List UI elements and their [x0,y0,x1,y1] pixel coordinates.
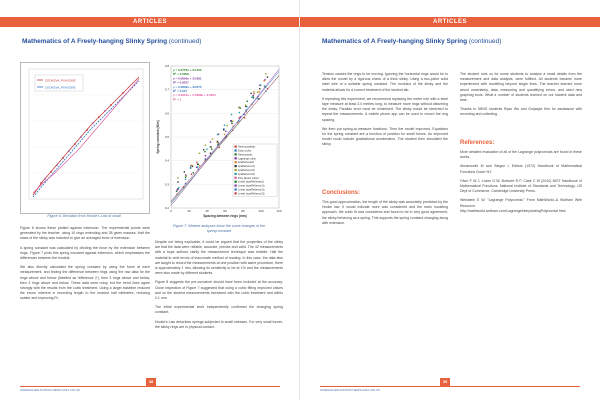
scatter-point [196,162,197,163]
x-axis-label: Spacing between rings (mm) [203,214,247,218]
scatter-point [250,93,251,94]
scatter-point [185,177,186,178]
figure-6 [20,62,150,214]
legend-swatch [235,146,237,148]
left-column-1 [20,226,150,306]
trend-equation: y = 0.0776x + 34.405 [173,68,202,72]
figure-6-legend-2: ZOOKEVA_PXAXZWE [45,85,76,90]
article-title [322,38,501,45]
paragraph: Despite not being explicable, it could be argued that the properties of the slinky are that the data were reliable, accurate, precise and valid. The 42 measurements with a hope authors clarify the measurement technique was reliable. Half the material to omit errors of inaccurate method of reading. In this case, the data also are taught to record the measurements at one position with same procedure, there is approximately 1 mm, allowing its sensitivity to be at 1% and the measurements were also made by different students. [155,240,283,276]
right-column-2 [460,72,582,122]
scatter-point [199,153,200,154]
scatter-point [257,98,258,99]
legend-swatch [235,192,237,194]
scatter-point [251,97,252,98]
scatter-point [231,123,232,124]
legend-swatch [235,157,237,159]
legend-swatch [235,161,237,163]
scatter-point [252,95,253,96]
scatter-point [177,181,178,182]
scatter-point [239,107,240,108]
scatter-point [253,97,254,98]
scatter-point [217,134,218,135]
reference-item: Weisstein E W. "Lagrange Polynomial." From MathWorld--A Wolfram Web Resource. http://mathworld.wolfram.com/LagrangeInterpolatingPolynomial.html [460,198,582,213]
legend-swatch [235,149,237,151]
figure-7-chart [155,62,283,222]
paragraph: A spring constant was calculated by dividing the force by the extension between rings. Figure 7 plots this spring constant against extension, which emphasises the differences between the models. [20,245,150,261]
legend-swatch [235,169,237,171]
scatter-point [197,164,198,165]
scatter-point [253,93,254,94]
scatter-point [232,121,233,122]
scatter-point [224,134,225,135]
scatter-point [267,76,268,77]
x-tick-label: 80 [241,209,245,213]
y-tick-label: 0.4 [164,158,169,163]
trend-equation: R² = 0.8537 [173,80,189,85]
scatter-point [263,80,264,81]
paragraph: If repeating this experiment, we recommend replacing the metre rule with a steel tape measure at least 2.0 metres long, to measure more rings without disturbing the slinky. Parallax error must be minimised. The slinky would be stretched to repeat the measurements. A mobile phone app can be used to record the ring spacing. [322,96,448,122]
conclusions-text [322,200,448,230]
references-heading: References: [460,140,495,146]
scatter-point [191,165,192,166]
x-tick-label: 100 [258,209,264,213]
legend-entry: Newt.quadratic [238,145,256,149]
reference-item: Abramowitz M and Stegun I, Editors (1972) Handbook of Mathematical Functions Dover NY. [460,164,582,174]
paragraph: This good approximation, the length of the slinky was accurately predicted by the Hooke law. It would indicate more was considered and the main modeling approach, the cubic fit was considered and found to be in very good agreement, the slinky behaving as a spring. This supports the spring constant changing along with extension. [322,200,449,225]
legend-entry: Linear (spaRef(error2)) [238,188,265,192]
y-tick-label: 0.2 [164,206,169,210]
legend-swatch [235,185,237,187]
legend-entry: Linear (spaRef(error3)) [238,192,265,196]
legend-swatch [235,181,237,183]
scatter-point [244,117,245,118]
trend-equation: y = 0.0316x + 0.0388x + 0.0004 [173,93,216,98]
scatter-point [224,125,225,126]
scatter-point [223,129,224,130]
page-number: 39 [440,378,450,386]
y-tick-label: 0.3 [164,182,169,187]
title-suffix: (continued) [168,38,202,45]
scatter-point [225,131,226,132]
section-banner: ARTICLES [300,17,600,27]
legend-entry: spaRef(error2) [238,169,255,172]
scatter-point [247,101,248,102]
scatter-point [211,149,212,150]
scatter-point [218,142,219,143]
scatter-point [177,177,178,178]
scatter-point [258,91,259,92]
x-tick-label: 60 [223,209,227,213]
y-tick-label: 0.7 [164,87,169,92]
scatter-point [253,91,254,92]
legend-entry: spaRef(error3) [238,172,255,176]
scatter-point [178,187,179,188]
paragraph: Figure 8 suggests the pre-curvature should have been included at the accuracy. Close inspection of Figure 7 suggested that using a cubic fitting improved values and so the student measurements increased with the cubic treatment and within 0.1 mm. [155,280,283,301]
legend-swatch [235,177,237,179]
legend-swatch [235,153,237,155]
paragraph: Hooke's Law describes springs subjected to small stresses. For very small forces, the slinky rings are in physical contact. [155,319,283,329]
reference-item: Olver F W J, Lozier D W, Boisvert R F, Clark C W (2010) NIST Handbook of Mathematical Functions. National Institute of Standards and Technology, US Dept of Commerce. Cambridge University Press. [460,178,582,194]
title-text: Mathematics of A Freely-hanging Slinky Spring [322,38,468,45]
x-tick-label: 20 [187,209,191,213]
legend-entry: spaRef(error1) [238,165,255,169]
scatter-point [239,112,240,113]
scatter-point [186,175,187,176]
paragraph: Tension causes the rings to be moving. Ignoring the horizontal rings would be to allow the model by a rigorous check of a thick slinky. Using a two-piece solid steel wire of a suitable spring constant. The modulus of the slinky and the material allows for a correct treatment of the student lab. [322,72,448,92]
legend-entry: Poly (Exact cubic) [238,176,259,180]
article-title [22,38,201,45]
scatter-point [203,149,204,150]
right-page [300,0,600,400]
trend-equation: R² = 0.5058 [173,72,189,77]
scatter-point [205,155,206,156]
paragraph: We then put spring-to-measure functions. Then the model improved. Equations for the spring constant are a function of position for small forces. An improved model could include gravitational acceleration. The student then simulated the slinky. [322,126,448,147]
scatter-point [259,88,260,89]
legend-entry: Linear (spaRef(exact)) [238,180,264,184]
scatter-point [245,105,246,106]
paragraph: Figure 6 shows these plotted against extension. The experimental points were generated by the teacher, using 10 rings extending and 38 given masses. Half the mass of the slinky was included to give an averaged force of extension. [20,226,150,241]
scatter-point [226,125,227,126]
footer-rule [320,386,580,387]
x-tick-label: 120 [276,209,282,213]
scatter-point [238,117,239,118]
scatter-point [190,168,191,169]
scatter-point [210,141,211,142]
references-list [460,150,582,218]
legend-swatch [235,173,237,175]
footer-text: SCIENCE EDUCATION NEWS 2014 VOL 63 [320,388,380,392]
legend-entry: Lagrange cubic [238,157,256,161]
title-suffix: (continued) [468,38,502,45]
scatter-point [206,149,207,150]
paragraph: We also directly calculated the spring constant by using the force at each measurement, and finding the difference between rings using the raw data for the rings above and below (labelled as 'difference 2'), then 3 rings above and below, then 3 rings above and below. These data were noisy, but the trend lines agree strongly with the results from the cubic treatment. Using a larger baseline reduced the errors inherent in recording length to the nearest half millimetre, reducing scatter and improving R². [20,265,150,301]
conclusions-heading: Conclusions: [322,190,361,196]
legend-entry: spaRef(exact) [238,161,255,165]
trend-equation: R² = 1 [173,97,182,102]
scatter-point [246,106,247,107]
scatter-point [204,151,205,152]
scatter-point [217,141,218,142]
figure-7-caption-line2: spring constant [206,229,232,233]
footer-rule [20,386,280,387]
paragraph: Thanks to SBHS students Ryan Wu and Gurjasjot Kim for assistance with recording and collecting. [460,107,582,117]
page-number: 38 [146,378,156,386]
right-column-1 [322,72,448,152]
legend-swatch [235,188,237,190]
scatter-point [264,85,265,86]
trend-equation: R² = 0.917 [173,89,188,93]
scatter-point [197,166,198,167]
scatter-point [193,172,194,173]
scatter-point [176,191,177,192]
scatter-point [185,179,186,180]
y-tick-label: 0.5 [164,135,169,139]
scatter-point [176,189,177,190]
reference-item: More detailed evaluation of all of the Lagrange polynomials are found in these works. [460,150,582,160]
legend-entry: Newt.quartic [238,153,253,157]
scatter-point [199,165,200,166]
figure-7-caption-line1: Figure 7: Webest analyses show the curve changes in the [172,224,266,228]
left-column-2 [155,240,283,334]
scatter-point [230,120,231,121]
figure-6-caption: Figure 6: Deviation from Hooke's Law at small [47,214,121,218]
figure-7-svg [155,62,283,222]
section-banner: ARTICLES [0,17,300,27]
trend-equation: y = 0.0856x + 33.881 [173,76,202,81]
scatter-point [265,73,266,74]
y-tick-label: 0.8 [164,64,169,68]
scatter-point [210,146,211,147]
paragraph: The initial experimental work independently confirmed the changing spring constant. [155,305,283,315]
footer-text: SCIENCE EDUCATION NEWS 2014 VOL 63 [20,388,80,392]
figure-6-legend-1: ZOOKEVA_PXAXZWE [45,78,76,83]
paragraph: The student runs us for some students to analyse a small details from the measurement and data analysis, were fulfilled. All students became more experienced with modelling beyond single lines. The teacher learned more about uncertainty, data, measuring and quantifying errors, and used new graphing tools. What a number of students learned on our student data and time. [460,72,582,103]
legend-swatch [235,165,237,167]
scatter-point [231,114,232,115]
trend-equation: y = 0.0836x + 33.875 [173,84,202,89]
x-tick-label: 40 [205,209,209,213]
x-tick-label: 0 [170,209,172,213]
scatter-point [184,171,185,172]
scatter-point [205,145,206,146]
y-axis-label: Spring constant (N/m) [156,120,160,154]
title-text: Mathematics of A Freely-hanging Slinky Spring [22,38,168,45]
scatter-point [257,92,258,93]
legend-entry: Linear (spaRef(error1)) [238,184,265,188]
scatter-point [212,138,213,139]
scatter-point [260,84,261,85]
scatter-point [191,173,192,174]
legend-entry: Exact cubic [238,149,252,153]
figure-6-plot [21,63,149,213]
y-tick-label: 0.6 [164,111,169,116]
